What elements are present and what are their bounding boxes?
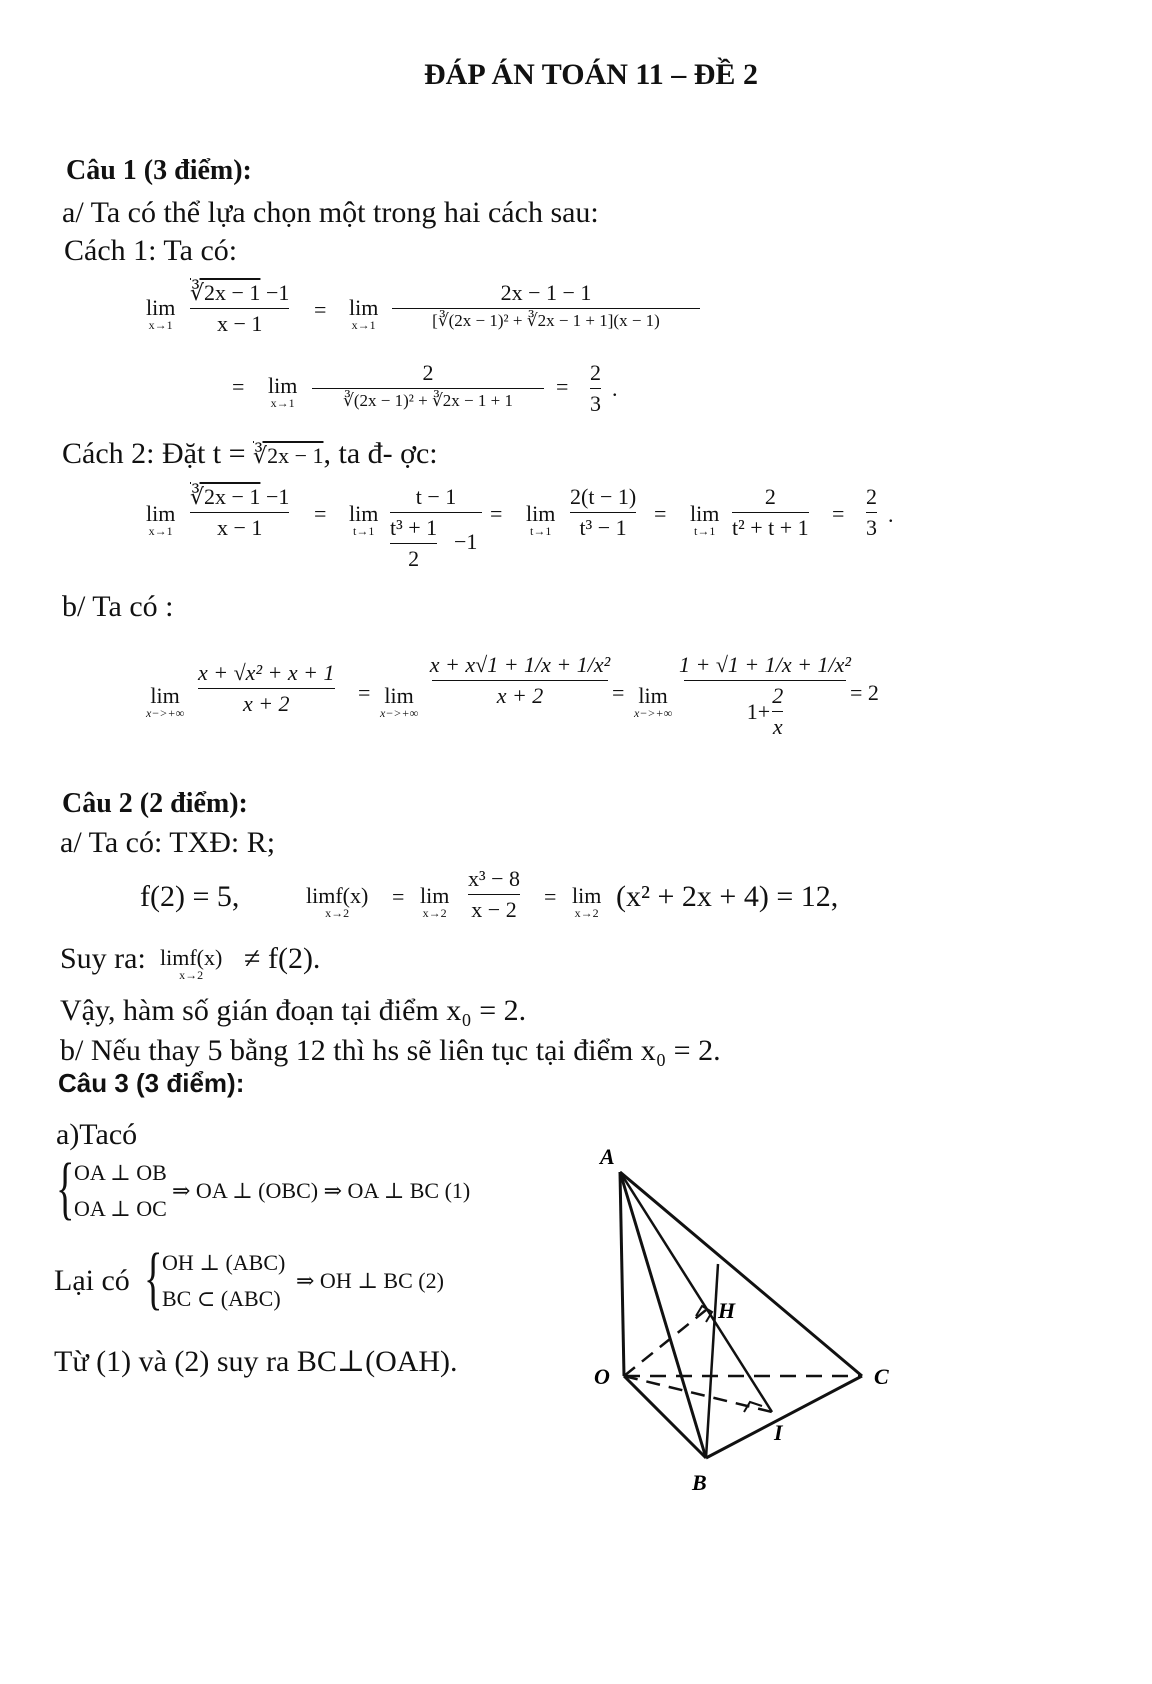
q2-suy-ra-limf: limf(x) x→2 bbox=[160, 945, 223, 982]
q3-sys1-l1: OA ⊥ OB bbox=[74, 1160, 167, 1185]
q1-result-1: 2 3 bbox=[590, 360, 601, 416]
q1-b-intro: b/ Ta có : bbox=[62, 590, 174, 623]
right-angle-I bbox=[744, 1402, 762, 1412]
tetrahedron-figure bbox=[560, 1130, 920, 1510]
q2-tail: (x² + 2x + 4) = 12, bbox=[616, 880, 839, 913]
q1-lim-3: lim x→1 bbox=[268, 373, 298, 410]
q2-frac: x³ − 8 x − 2 bbox=[468, 866, 521, 922]
label-C: C bbox=[874, 1364, 889, 1389]
q2-b-line: b/ Nếu thay 5 bằng 12 thì hs sẽ liên tục tại điểm x₀ = 2. bbox=[60, 1034, 721, 1067]
q1-dot-1: . bbox=[612, 376, 618, 401]
page-title: ĐÁP ÁN TOÁN 11 – ĐỀ 2 bbox=[424, 58, 758, 91]
segment-OI-hidden bbox=[624, 1376, 772, 1412]
q1-eq-2: = bbox=[232, 374, 245, 399]
q3-system1-brace: { bbox=[56, 1150, 75, 1227]
q1-c2-frac-2: t − 1 t³ + 1 2 −1 bbox=[390, 484, 482, 573]
q1-c2-lim-3: lim t→1 bbox=[526, 501, 556, 538]
q1-lim-1: lim x→1 bbox=[146, 295, 176, 332]
q1-c2-lim-2: lim t→1 bbox=[349, 501, 379, 538]
q1-eq-3: = bbox=[556, 374, 569, 399]
q1-heading: Câu 1 (3 điểm): bbox=[66, 155, 252, 186]
q3-sys2-l2: BC ⊂ (ABC) bbox=[162, 1286, 281, 1311]
q1-c2-eq-3: = bbox=[654, 501, 667, 526]
q1-c2-eq-1: = bbox=[314, 501, 327, 526]
edge-AC bbox=[620, 1172, 862, 1376]
q1-b-eq-1: = bbox=[358, 680, 371, 705]
q1-b-lim-1: lim x−>+∞ bbox=[146, 683, 185, 720]
q1-lim-2: lim x→1 bbox=[349, 295, 379, 332]
q1-b-lim-2: lim x−>+∞ bbox=[380, 683, 419, 720]
q1-c2-frac-1: ∛2x − 1 −1 x − 1 bbox=[190, 484, 290, 540]
q1-b-eq-2: = bbox=[612, 680, 625, 705]
q1-c2-eq-2: = bbox=[490, 501, 503, 526]
q2-lim-1: lim x→2 bbox=[420, 883, 450, 920]
q1-b-frac-2: x + x√1 + 1/x + 1/x² x + 2 bbox=[429, 652, 611, 708]
edge-BC bbox=[706, 1376, 862, 1458]
label-H: H bbox=[718, 1298, 736, 1323]
q2-eq-2: = bbox=[544, 884, 557, 909]
q3-sys2-l1: OH ⊥ (ABC) bbox=[162, 1250, 286, 1275]
q2-a-line: a/ Ta có: TXĐ: R; bbox=[60, 826, 276, 859]
q3-system2-brace: { bbox=[144, 1240, 163, 1317]
q1-dot-2: . bbox=[888, 502, 894, 527]
q2-suy-ra: Suy ra: bbox=[60, 942, 146, 975]
label-A: A bbox=[600, 1144, 615, 1169]
q1-b-result: = 2 bbox=[850, 680, 879, 705]
q1-result-2: 2 3 bbox=[866, 484, 877, 540]
segment-AI bbox=[620, 1172, 772, 1412]
q1-c2-eq-4: = bbox=[832, 501, 845, 526]
q3-heading: Câu 3 (3 điểm): bbox=[58, 1068, 245, 1098]
q1-frac-3: 2 ∛(2x − 1)² + ∛2x − 1 + 1 bbox=[312, 360, 544, 411]
segment-BH bbox=[706, 1264, 718, 1458]
q3-sys2-tail: ⇒ OH ⊥ BC (2) bbox=[296, 1268, 444, 1293]
edge-AO bbox=[620, 1172, 624, 1376]
q1-eq-1: = bbox=[314, 297, 327, 322]
q1-c2-lim-1: lim x→1 bbox=[146, 501, 176, 538]
q2-eq-1: = bbox=[392, 884, 405, 909]
q1-c2-frac-4: 2 t² + t + 1 bbox=[732, 484, 809, 540]
q2-heading: Câu 2 (2 điểm): bbox=[62, 788, 248, 819]
q1-c2-frac-3: 2(t − 1) t³ − 1 bbox=[570, 484, 637, 540]
label-O: O bbox=[594, 1364, 610, 1389]
q2-suy-ra-tail: ≠ f(2). bbox=[244, 942, 321, 975]
q2-vay: Vậy, hàm số gián đoạn tại điểm x₀ = 2. bbox=[60, 994, 527, 1027]
q3-sys1-l2: OA ⊥ OC bbox=[74, 1196, 167, 1221]
q3-lai-co: Lại có bbox=[54, 1264, 130, 1297]
q3-sys1-tail: ⇒ OA ⊥ (OBC) ⇒ OA ⊥ BC (1) bbox=[172, 1178, 471, 1203]
label-B: B bbox=[692, 1470, 707, 1495]
q3-conclusion: Từ (1) và (2) suy ra BC⊥(OAH). bbox=[54, 1345, 458, 1378]
q1-b-lim-3: lim x−>+∞ bbox=[634, 683, 673, 720]
q1-cach1: Cách 1: Ta có: bbox=[64, 234, 238, 267]
q2-f2: f(2) = 5, bbox=[140, 880, 240, 913]
q1-frac-2: 2x − 1 − 1 [∛(2x − 1)² + ∛2x − 1 + 1](x − 1) bbox=[392, 280, 700, 331]
q2-lim-2: lim x→2 bbox=[572, 883, 602, 920]
q2-limf: limf(x) x→2 bbox=[306, 883, 369, 920]
q1-cach2: Cách 2: Đặt t = ∛2x − 1, ta đ- ợc: bbox=[62, 437, 438, 470]
q1-a-intro: a/ Ta có thể lựa chọn một trong hai cách sau: bbox=[62, 196, 599, 229]
q1-b-frac-3: 1 + √1 + 1/x + 1/x² 1+ $\frac{2}{x}$ bbox=[679, 652, 851, 739]
q1-frac-1: ∛2x − 1 −1 x − 1 bbox=[190, 280, 290, 336]
q3-a-line: a)Tacó bbox=[56, 1118, 138, 1151]
label-I: I bbox=[774, 1420, 783, 1445]
q1-c2-lim-4: lim t→1 bbox=[690, 501, 720, 538]
q1-b-frac-1: x + √x² + x + 1 x + 2 bbox=[198, 660, 335, 716]
